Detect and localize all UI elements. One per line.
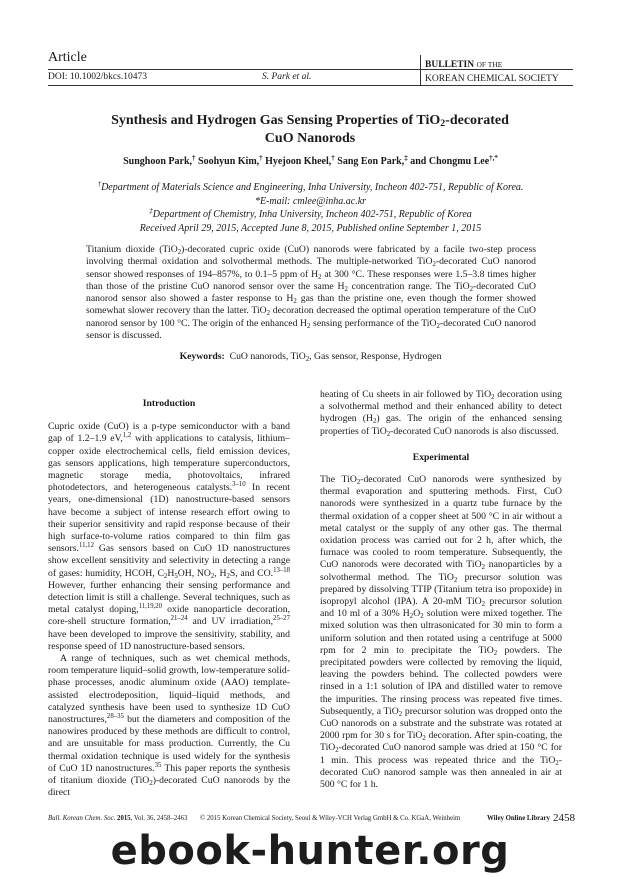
footer-wiley-online-library: Wiley Online Library bbox=[487, 815, 550, 822]
citation: 35 bbox=[154, 761, 162, 769]
footer-citation bbox=[48, 815, 187, 822]
author-list bbox=[48, 156, 573, 167]
text: S, and CO. bbox=[229, 567, 274, 579]
abstract-text: at 300 °C. These responses were 1.5–3.8 times higher than those of the pristine CuO nanorod sensor over the same H bbox=[86, 268, 536, 292]
author-mark: † bbox=[331, 154, 335, 162]
text: decoration. After spin-coating, the TiO bbox=[320, 730, 563, 754]
sub: 5 bbox=[174, 572, 178, 580]
citation: 25–27 bbox=[273, 615, 290, 623]
text: decoration using a solvothermal method and their enhanced ability to detect hydrogen (H bbox=[320, 389, 562, 425]
citation: 13–18 bbox=[273, 566, 291, 574]
sub: 2 bbox=[398, 710, 403, 718]
text: precursor solution was dropped onto the CuO nanorods on a substrate and the substrate was rotated at 2000 rpm for 30 s for TiO bbox=[320, 705, 562, 742]
page-number: 2458 bbox=[553, 812, 575, 824]
introduction-column bbox=[48, 398, 290, 800]
text: oxide nanoparticle decoration, core-shell structure formation, bbox=[48, 604, 291, 628]
citation: 11,12 bbox=[78, 542, 94, 550]
text: with applications to catalysis, lithium–copper oxide electrochemical cells, field emission devices, gas sensors applications, high temperature superconductors, magnetic storage media, photovoltaics, infrared photodetectors, and heterogeneous catalysts. bbox=[48, 433, 290, 494]
text: H bbox=[167, 567, 175, 579]
abstract-text: -decorated CuO nanorod sensor is discussed. bbox=[86, 317, 537, 342]
sub: 2 bbox=[491, 394, 495, 401]
text: A range of techniques, such as wet chemical methods, room temperature liquid–solid growth, low-temperature solid-phase processes, anodic aluminum oxide (AAO) template-assisted electrodeposition, liquid–liquid methods, and catalyzed synthesis have been used to synthesize 1D CuO nanostructures, bbox=[48, 653, 290, 726]
title-part: -decorated bbox=[445, 113, 509, 128]
article-type-label: Article bbox=[48, 50, 87, 65]
paper-title bbox=[60, 112, 560, 148]
text: -decorated CuO nanorods were synthesized by thermal evaporation and sputtering methods. First, CuO nanorods were synthesized in a quartz tube furnace by the thermal oxidation of a copper sheet at 500 °C in air without a metal catalyst or the supply of any other gas. The thermal oxidation process was carried out for 2 h, after which, the furnace was cooled to room temperature. Subsequently, the CuO nanorods were decorated with TiO bbox=[320, 474, 562, 571]
sub: 2 bbox=[293, 298, 297, 306]
text: have been developed to improve the sensitivity, stability, and response speed of 1D nanostructure-based sensors. bbox=[48, 628, 290, 652]
sub: 2 bbox=[493, 649, 498, 657]
intro-paragraph-2 bbox=[48, 653, 290, 799]
author: and Chongmu Lee bbox=[410, 156, 490, 167]
abstract-text: -decorated CuO nanorod sensor also showed a faster response to H bbox=[86, 280, 536, 305]
citation: 28–35 bbox=[106, 713, 124, 721]
sub: 2 bbox=[373, 418, 377, 426]
affiliation-mark: ‡ bbox=[149, 207, 153, 215]
sub: 2 bbox=[163, 572, 168, 580]
sub: 2 bbox=[318, 273, 322, 281]
title-line2: CuO Nanorods bbox=[264, 131, 356, 146]
keywords-label: Keywords: bbox=[179, 351, 225, 362]
keywords-text: CuO nanorods, TiO bbox=[229, 351, 306, 362]
text: nanoparticles by a solvothermal method. The TiO bbox=[320, 559, 562, 583]
citation: 1,2 bbox=[122, 432, 132, 440]
sub: 2 bbox=[432, 261, 436, 269]
sub: 2 bbox=[422, 735, 426, 743]
intro-paragraph-1 bbox=[48, 421, 290, 653]
citation: 21–24 bbox=[170, 615, 188, 623]
doi: DOI: 10.1002/bkcs.10473 bbox=[48, 72, 147, 82]
text: The TiO bbox=[320, 474, 357, 486]
abstract-text: Titanium dioxide (TiO bbox=[86, 244, 178, 255]
intro-paragraph-continued bbox=[320, 389, 562, 438]
text: Cupric oxide (CuO) is a p-type semiconductor with a band gap of 1.2–1.9 eV, bbox=[48, 421, 290, 445]
corresponding-email: *E-mail: cmlee@inha.ac.kr bbox=[254, 195, 367, 207]
author: Hyejoon Kheel, bbox=[265, 156, 332, 167]
author: Sunghoon Park, bbox=[123, 156, 193, 167]
text: powders. The precipitated powders were collected by removing the liquid, leaving the powders behind. The collected powders were rinsed in a 1:1 solution of IPA and distilled water to remove the impurities. The rinsing process was repeated five times. Subsequently, a TiO bbox=[320, 644, 562, 717]
sub: 2 bbox=[420, 613, 424, 621]
text: However, further enhancing their sensing performance and detection limit is still a challenge. Several techniques, such as metal catalyst doping, bbox=[48, 579, 290, 616]
text: -decorated CuO nanorod sample was dried at 150 °C for 1 min. This process was repeated thrice and the TiO bbox=[320, 742, 562, 766]
author-mark: †,* bbox=[489, 154, 498, 162]
abstract-text: -decorated CuO nanorod sensor showed responses of 194–857%, to 0.1–5 ppm of H bbox=[86, 256, 536, 280]
right-column bbox=[320, 389, 562, 791]
sub: 2 bbox=[356, 479, 361, 487]
abstract-text: decoration decreased the optimal operation temperature of the CuO nanorod sensor by 100 °C. The origin of the enhanced H bbox=[86, 305, 536, 329]
sub: 2 bbox=[305, 356, 310, 363]
text: solution were mixed together. The mixed solution was then ultrasonicated for 30 min to form a uniform solution and then rotated using a centrifuge at 5000 rpm for 2 min to precipitate the TiO bbox=[320, 608, 562, 656]
text: )-decorated CuO nanorods by the direct bbox=[48, 775, 290, 799]
sub: 2 bbox=[386, 430, 391, 438]
header-rule-bottom bbox=[48, 85, 573, 86]
title-sub: 2 bbox=[440, 118, 446, 129]
author-mark: † bbox=[259, 154, 263, 162]
footer-copyright: © 2015 Korean Chemical Society, Seoul & Wiley-VCH Verlag GmbH & Co. KGaA, Weinheim bbox=[200, 815, 461, 822]
text: This paper reports the synthesis of titanium dioxide (TiO bbox=[48, 762, 290, 787]
running-author: S. Park et al. bbox=[262, 72, 312, 82]
text: heating of Cu sheets in air followed by TiO bbox=[320, 389, 492, 400]
text: precursor solution and 10 ml of a 30% H bbox=[320, 596, 562, 620]
text: -decorated CuO nanorods is also discussed. bbox=[390, 425, 559, 437]
abstract bbox=[86, 244, 536, 342]
header-divider bbox=[420, 55, 421, 85]
journal-name bbox=[425, 58, 559, 86]
text: OH, NO bbox=[177, 567, 211, 579]
section-heading-introduction: Introduction bbox=[142, 398, 196, 409]
author-mark: ‡ bbox=[404, 154, 408, 162]
sub: 2 bbox=[307, 322, 311, 330]
sub: 2 bbox=[149, 780, 153, 788]
affiliation-mark: † bbox=[97, 180, 102, 188]
watermark: ebook-hunter.org bbox=[110, 828, 510, 874]
sub: 2 bbox=[226, 572, 230, 580]
journal-name-society: KOREAN CHEMICAL SOCIETY bbox=[425, 74, 559, 84]
sub: 2 bbox=[344, 285, 348, 293]
affiliation-1: Department of Materials Science and Engineering, Inha University, Incheon 402-751, Republic of Korea. bbox=[101, 182, 524, 193]
sub: 2 bbox=[177, 249, 182, 256]
sub: 2 bbox=[453, 576, 458, 584]
abstract-text: )-decorated cupric oxide (CuO) nanorods were fabricated by a facile two-step process involving thermal oxidation and solvothermal methods. The multiple-networked TiO bbox=[86, 244, 536, 268]
text: ) gas. The origin of the enhanced sensing properties of TiO bbox=[320, 413, 562, 437]
sub: 2 bbox=[481, 564, 485, 572]
sub: 2 bbox=[555, 759, 559, 767]
text: In recent years, one-dimensional (1D) nanostructure-based sensors have become a subject of intense research effort owing to their superior sensitivity and rapid response because of their high surface-to-volume ratios compared to thin film gas sensors. bbox=[48, 482, 290, 555]
text: O bbox=[413, 608, 421, 620]
author-mark: † bbox=[192, 154, 196, 162]
sub: 2 bbox=[335, 747, 339, 755]
section-heading-experimental: Experimental bbox=[412, 451, 470, 463]
footer-volume: , Vol. 36, 2458–2463 bbox=[130, 815, 188, 822]
sub: 2 bbox=[210, 572, 215, 580]
experimental-paragraph bbox=[320, 474, 562, 791]
sub: 2 bbox=[409, 613, 414, 621]
text: -decorated CuO nanorod sample was then annealed in air at 500 °C for 1 h. bbox=[320, 754, 562, 791]
text: but the diameters and composition of the nanowires produced by these methods are difficult to control, and are unsuitable for mass production. Currently, the Cu thermal oxidation technique is used widely for the synthesis of CuO 1D nanostructures. bbox=[48, 714, 290, 774]
author: Soohyun Kim, bbox=[198, 156, 260, 167]
footer-year: 2015 bbox=[117, 815, 131, 822]
affiliations bbox=[48, 181, 573, 235]
abstract-text: gas than the pristine one, even though the former showed somewhat slower recovery than the latter. TiO bbox=[86, 293, 536, 317]
text: and UV irradiation, bbox=[187, 616, 274, 628]
citation: 11,19,20 bbox=[138, 603, 163, 611]
text: Gas sensors based on CuO 1D nanostructures show excellent sensitivity and selectivity in detecting a range of gases: humidity, HCOH, C bbox=[48, 543, 290, 579]
keywords-text: , Gas sensor, Response, Hydrogen bbox=[309, 351, 442, 362]
keywords bbox=[48, 351, 573, 362]
title-part: Synthesis and Hydrogen Gas Sensing Properties of TiO bbox=[111, 113, 441, 128]
received-dates: Received April 29, 2015, Accepted June 8, 2015, Published online September 1, 2015 bbox=[139, 222, 482, 234]
sub: 2 bbox=[266, 310, 271, 318]
abstract-text: concentration range. The TiO bbox=[347, 280, 470, 292]
text: precursor solution was prepared by dissolving TTIP (Titanium tetra iso propoxide) in isopropyl alcohol (IPA). A 20-mM TiO bbox=[320, 571, 562, 608]
citation: 3–10 bbox=[232, 481, 246, 489]
sub: 2 bbox=[481, 601, 486, 609]
text: , H bbox=[214, 567, 227, 579]
journal-name-of-the: OF THE bbox=[476, 60, 503, 69]
journal-name-bulletin: BULLETIN bbox=[425, 60, 475, 70]
sub: 2 bbox=[436, 322, 440, 330]
author: Sang Eon Park, bbox=[337, 156, 405, 167]
affiliation-2: Department of Chemistry, Inha University, Incheon 402-751, Republic of Korea bbox=[152, 209, 472, 220]
abstract-text: sensing performance of the TiO bbox=[310, 317, 437, 329]
sub: 2 bbox=[469, 285, 474, 293]
footer-journal: Bull. Korean Chem. Soc. bbox=[48, 815, 116, 822]
